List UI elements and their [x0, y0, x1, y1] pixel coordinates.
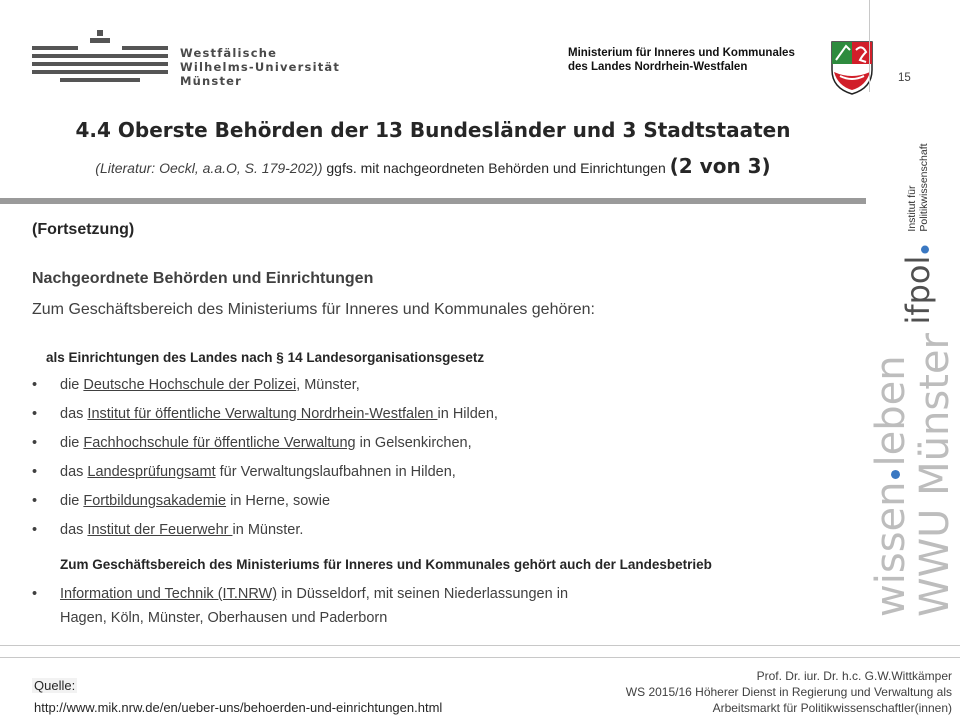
- subtitle-text: ggfs. mit nachgeordneten Behörden und Einrichtungen: [322, 160, 670, 176]
- wissen-leben-branding: [866, 330, 960, 620]
- institution-link[interactable]: Institut der Feuerwehr: [87, 522, 233, 538]
- bullet-icon: •: [32, 377, 38, 393]
- section-heading: Nachgeordnete Behörden und Einrichtungen: [32, 270, 374, 287]
- nrw-crest-icon: [830, 40, 874, 96]
- bullet-icon: •: [32, 493, 38, 509]
- header-divider: [869, 0, 870, 92]
- footer-credits: [626, 668, 952, 716]
- list-item: [32, 401, 832, 430]
- page-number: 15: [898, 72, 911, 84]
- bullet-icon: •: [32, 464, 38, 480]
- slide-title: 4.4 Oberste Behörden der 13 Bundesländer und 3 Stadtstaaten: [75, 118, 791, 142]
- wissen-word: wissen: [868, 481, 914, 617]
- item-suffix: in Gelsenkirchen,: [355, 435, 472, 451]
- section1-heading: als Einrichtungen des Landes nach § 14 Landesorganisationsgesetz: [46, 350, 485, 365]
- institution-link[interactable]: Institut für öffentliche Verwaltung Nordrhein-Westfalen: [87, 406, 438, 422]
- ministry-line-2: des Landes Nordrhein-Westfalen: [568, 61, 748, 73]
- list-item: [32, 372, 832, 401]
- course-line-1: WS 2015/16 Höherer Dienst in Regierung und Verwaltung als: [625, 685, 952, 699]
- itnrw-link[interactable]: Information und Technik (IT.NRW): [60, 586, 278, 602]
- item-suffix: in Düsseldorf, mit seinen Niederlassungen in: [277, 586, 569, 602]
- item-prefix: das: [60, 522, 88, 538]
- continuation-label: (Fortsetzung): [32, 221, 135, 238]
- leben-word: leben: [868, 355, 914, 467]
- university-logo: [30, 28, 341, 98]
- list-item: [32, 430, 832, 459]
- ifpol-logo: [876, 134, 960, 334]
- item-prefix: das: [60, 464, 88, 480]
- item-prefix: die: [60, 435, 84, 451]
- item-prefix: das: [60, 406, 88, 422]
- footer-divider: [0, 645, 960, 646]
- part-indicator: (2 von 3): [669, 154, 771, 178]
- wissen-dot-icon: [891, 469, 900, 478]
- institute-line-2: Politikwissenschaft: [918, 143, 930, 232]
- institution-link[interactable]: Landesprüfungsamt: [87, 464, 216, 480]
- slide-subtitle: [0, 154, 866, 178]
- ministry-name: [568, 46, 795, 74]
- list-item: [32, 459, 832, 488]
- list-item: [32, 517, 832, 546]
- item-suffix: in Münster.: [232, 522, 304, 538]
- list-item: [32, 582, 832, 630]
- title-divider: [0, 198, 866, 204]
- item-suffix: in Herne, sowie: [226, 493, 331, 509]
- bullet-icon: •: [32, 586, 38, 602]
- intro-text: Zum Geschäftsbereich des Ministeriums für Inneres und Kommunales gehören:: [32, 301, 595, 318]
- author-line: Prof. Dr. iur. Dr. h.c. G.W.Wittkämper: [756, 669, 952, 683]
- source-label: Quelle:: [34, 678, 76, 693]
- literature-reference: (Literatur: Oeckl, a.a.O, S. 179-202)): [95, 160, 323, 176]
- institution-list: [32, 372, 832, 546]
- landesbetrieb-list: [32, 582, 832, 630]
- ifpol-wordmark: ifpol: [899, 255, 937, 325]
- university-line-1: Westfälische: [180, 46, 278, 60]
- footer-divider: [0, 657, 960, 658]
- ministry-line-1: Ministerium für Inneres und Kommunales: [568, 47, 795, 59]
- ifpol-rotated: [899, 143, 937, 324]
- item-suffix: für Verwaltungslaufbahnen in Hilden,: [215, 464, 456, 480]
- item-line-2: Hagen, Köln, Münster, Oberhausen und Paderborn: [60, 610, 388, 626]
- list-item: [32, 488, 832, 517]
- item-suffix: in Hilden,: [437, 406, 498, 422]
- ministry-logo: [566, 40, 866, 100]
- institute-line-1: Institut für: [906, 185, 918, 232]
- university-name: [180, 46, 340, 88]
- section2-heading: Zum Geschäftsbereich des Ministeriums für Inneres und Kommunales gehört auch der Landesbetrieb: [60, 557, 712, 572]
- university-mark-icon: [30, 28, 180, 94]
- item-prefix: die: [60, 493, 84, 509]
- ifpol-dot-icon: [921, 246, 929, 254]
- institution-link[interactable]: Fachhochschule für öffentliche Verwaltung: [83, 435, 356, 451]
- source-url[interactable]: http://www.mik.nrw.de/en/ueber-uns/behoerden-und-einrichtungen.html: [34, 700, 443, 715]
- bullet-icon: •: [32, 522, 38, 538]
- bullet-icon: •: [32, 435, 38, 451]
- university-line-2: Wilhelms-Universität: [180, 60, 341, 74]
- wwu-muenster-wordmark: WWU Münster: [912, 333, 958, 617]
- item-suffix: , Münster,: [296, 377, 360, 393]
- institution-link[interactable]: Deutsche Hochschule der Polizei: [83, 377, 297, 393]
- item-prefix: die: [60, 377, 84, 393]
- course-line-2: Arbeitsmarkt für Politikwissenschaftler(innen): [712, 701, 952, 715]
- institution-link[interactable]: Fortbildungsakademie: [83, 493, 227, 509]
- bullet-icon: •: [32, 406, 38, 422]
- university-line-3: Münster: [180, 74, 243, 88]
